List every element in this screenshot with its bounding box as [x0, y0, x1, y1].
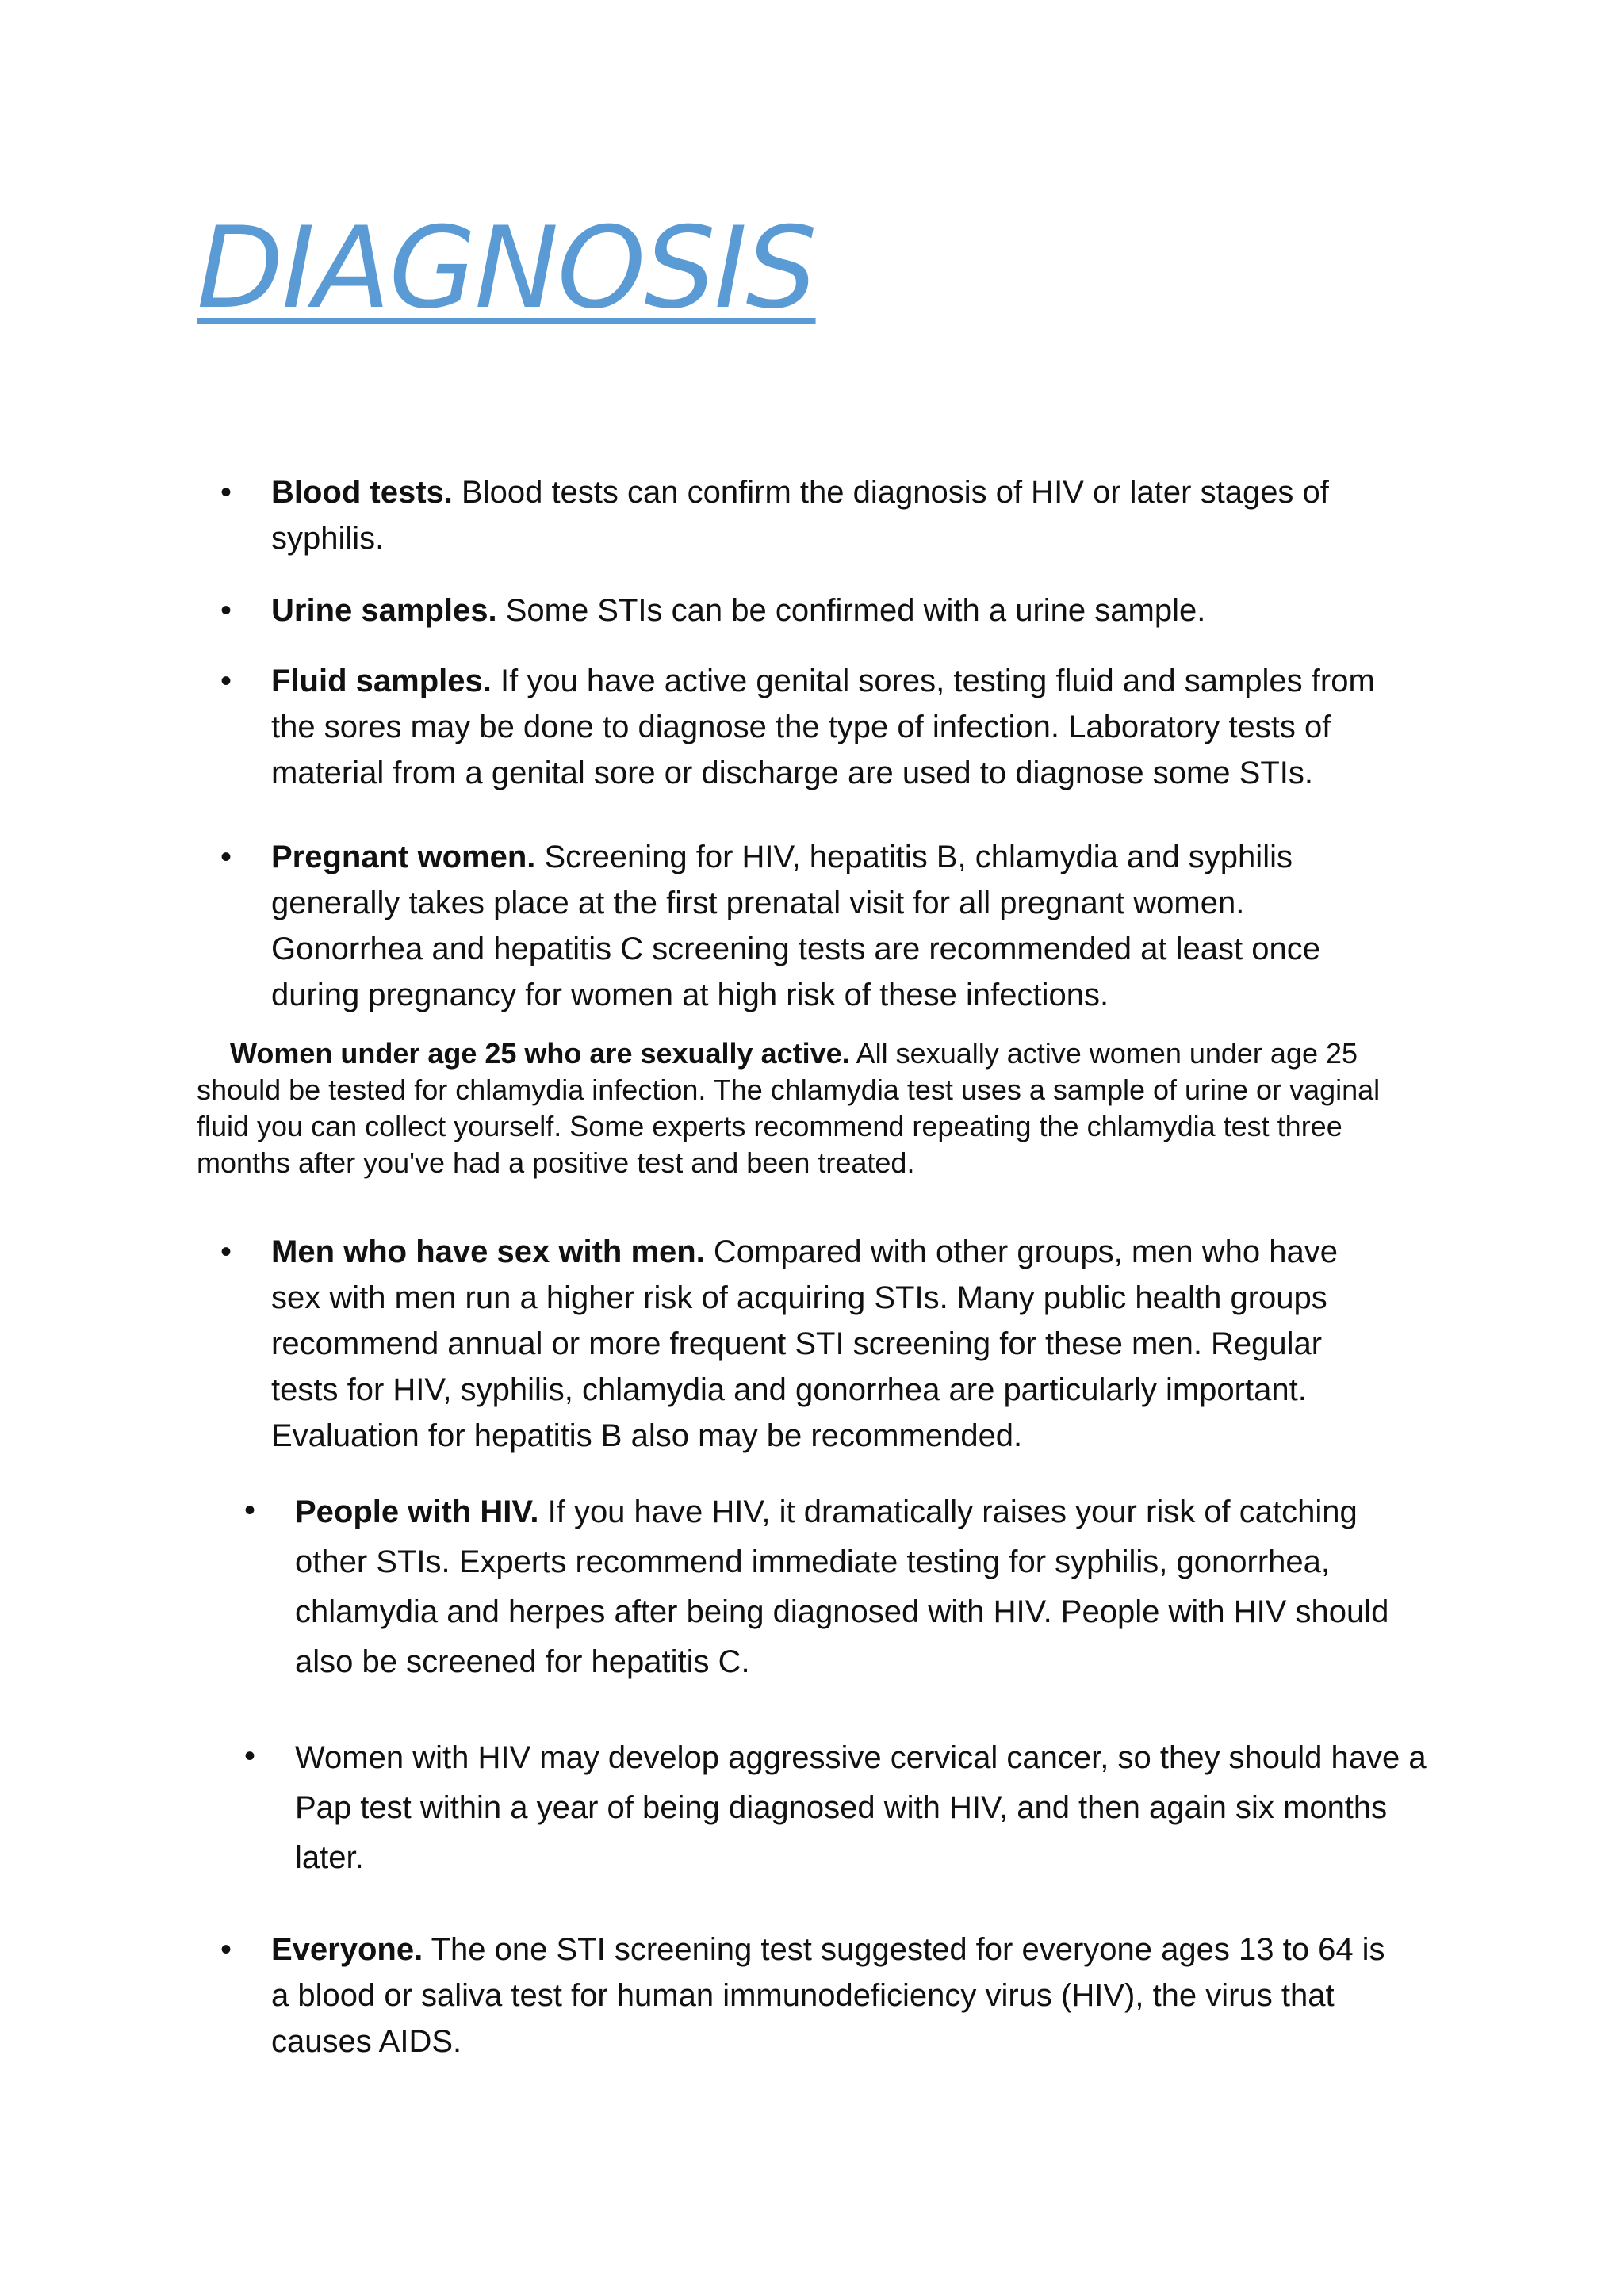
page-title: DIAGNOSIS [197, 203, 816, 334]
item-body: Screening for HIV, hepatitis B, chlamydia and syphilis generally takes place at the first prenatal visit for all pregnant women. Gonorrhea and hepatitis C screening tests are recommended at least once during pregnancy for women at high risk of these infections. [271, 840, 1320, 1012]
item-body: If you have active genital sores, testing fluid and samples from the sores may be done to diagnose the type of infection. Laboratory tests of material from a genital sore or discharge are used to diagnose some STIs. [271, 664, 1375, 790]
item-lead: Fluid samples. [271, 664, 492, 698]
list-item-people-with-hiv [244, 1487, 1434, 1687]
item-lead: People with HIV. [295, 1494, 539, 1529]
item-body: Blood tests can confirm the diagnosis of HIV or later stages of syphilis. [271, 475, 1329, 556]
paragraph-body: All sexually active women under age 25 should be tested for chlamydia infection. The chlamydia test uses a sample of urine or vaginal fluid you can collect yourself. Some experts recommend repeating the chlamydia test three months after you've had a positive test and been treated. [197, 1037, 1381, 1179]
item-lead: Pregnant women. [271, 840, 536, 874]
list-item-women-with-hiv [244, 1733, 1434, 1883]
bullet-icon: • [244, 1739, 256, 1774]
item-body: Compared with other groups, men who have sex with men run a higher risk of acquiring STIs. Many public health groups recommend annual or more frequent STI screening for these men. Regular tests for HIV, syphilis, chlamydia and gonorrhea are particularly important. Evaluation for hepatitis B also may be recommended. [271, 1234, 1338, 1453]
list-item-men-who-have-sex-with-men [220, 1229, 1386, 1459]
item-lead: Blood tests. [271, 475, 453, 510]
list-item-fluid-samples [220, 658, 1386, 796]
list-item-pregnant-women [220, 834, 1386, 1018]
list-item-everyone [220, 1927, 1386, 2064]
item-body: If you have HIV, it dramatically raises your risk of catching other STIs. Experts recommend immediate testing for syphilis, gonorrhea, chlamydia and herpes after being diagnosed with HIV. People with HIV should also be screened for hepatitis C. [295, 1494, 1389, 1679]
item-body: Some STIs can be confirmed with a urine sample. [496, 593, 1206, 628]
bullet-icon: • [220, 1234, 232, 1269]
item-lead: Urine samples. [271, 593, 497, 628]
list-item-blood-tests [220, 469, 1386, 561]
bullet-icon: • [220, 593, 232, 628]
bullet-icon: • [220, 1932, 232, 1967]
list-item-urine-samples [220, 587, 1386, 633]
bullet-icon: • [220, 475, 232, 510]
item-lead: Men who have sex with men. [271, 1234, 705, 1269]
item-body: The one STI screening test suggested for everyone ages 13 to 64 is a blood or saliva test for human immunodeficiency virus (HIV), the virus that causes AIDS. [271, 1932, 1385, 2059]
bullet-icon: • [220, 664, 232, 698]
bullet-icon: • [220, 840, 232, 874]
item-lead: Everyone. [271, 1932, 423, 1967]
item-body: Women with HIV may develop aggressive cervical cancer, so they should have a Pap test within a year of being diagnosed with HIV, and then again six months later. [295, 1740, 1427, 1875]
bullet-icon: • [244, 1493, 256, 1528]
women-under-25-paragraph [197, 1035, 1434, 1181]
paragraph-lead: Women under age 25 who are sexually active. [230, 1037, 850, 1070]
